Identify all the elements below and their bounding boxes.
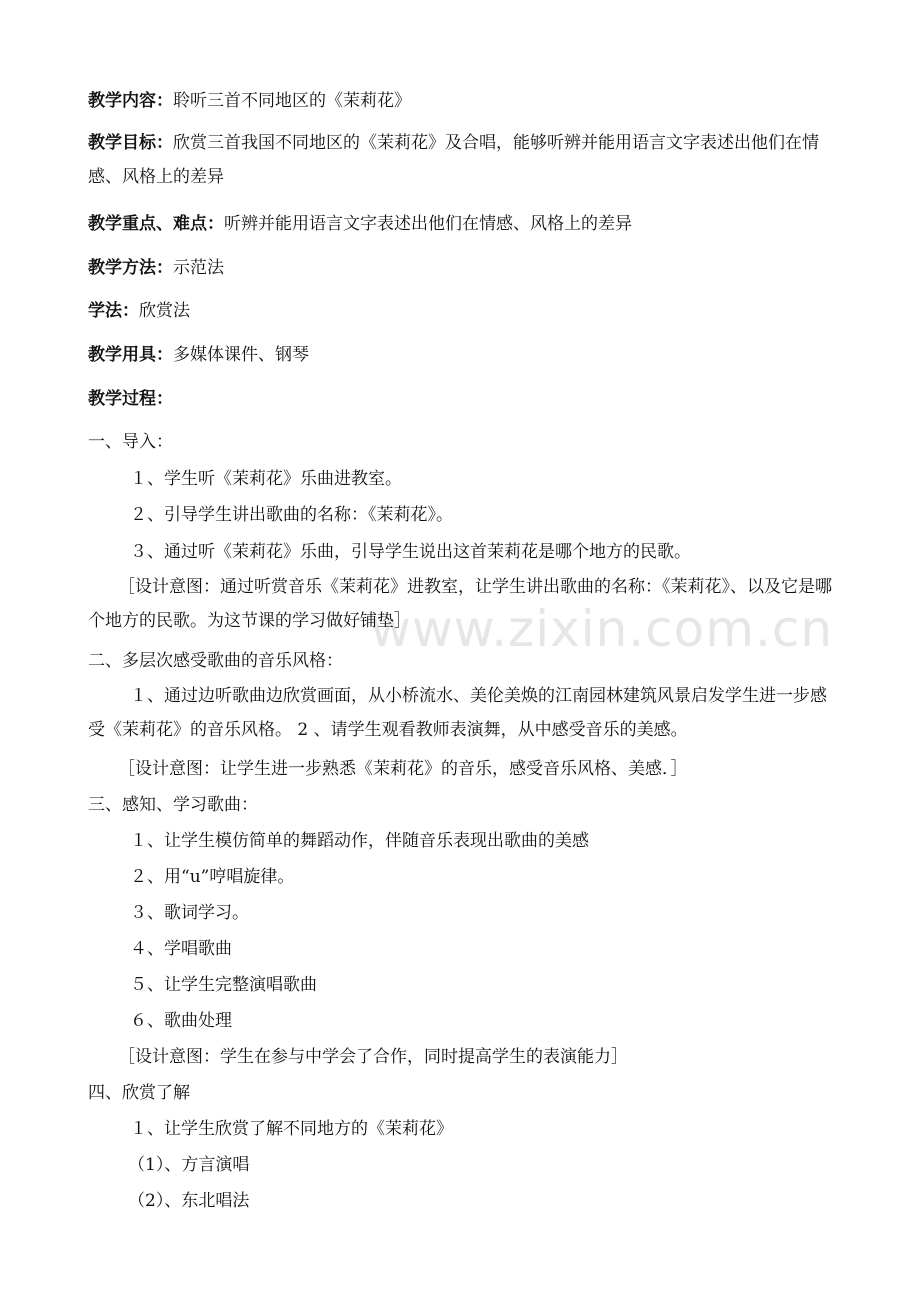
section-1-title: 一、导入：	[88, 432, 173, 452]
teaching-goal-value: 欣赏三首我国不同地区的《茉莉花》及合唱，能够听辨并能用语言文字表述出他们在情感、风格上的差异	[88, 133, 819, 187]
section-4-title: 四、欣赏了解	[88, 1083, 190, 1103]
section-1-item-1: １、学生听《茉莉花》乐曲进教室。	[130, 469, 402, 489]
section-2-para: １、通过边听歌曲边欣赏画面，从小桥流水、美伦美焕的江南园林建筑风景启发学生进一步感受《茉莉花》的音乐风格。 2 、请学生观看教师表演舞，从中感受音乐的美感。	[88, 686, 827, 740]
section-2-intent: ［设计意图：让学生进一步熟悉《茉莉花》的音乐，感受音乐风格、美感．］	[118, 759, 688, 779]
teaching-content-label: 教学内容：	[88, 91, 173, 111]
teaching-process-label: 教学过程：	[88, 389, 173, 409]
teaching-goal-line	[88, 126, 848, 194]
section-4-item-3: （2）、东北唱法	[128, 1191, 250, 1211]
section-1-intent: ［设计意图：通过听赏音乐《茉莉花》进教室，让学生讲出歌曲的名称：《茉莉花》、以及它是哪个地方的民歌。为这节课的学习做好铺垫］	[88, 577, 832, 631]
teaching-tools-line	[88, 345, 848, 365]
section-1-item-2: ２、引导学生讲出歌曲的名称：《茉莉花》。	[130, 505, 453, 525]
section-2-title: 二、多层次感受歌曲的音乐风格：	[88, 651, 343, 671]
study-method-label: 学法：	[88, 301, 139, 321]
section-3-item-6: ６、歌曲处理	[130, 1011, 232, 1031]
teaching-method-label: 教学方法：	[88, 258, 173, 278]
study-method-line	[88, 301, 848, 321]
teaching-goal-label: 教学目标：	[88, 133, 173, 153]
section-3-title: 三、感知、学习歌曲：	[88, 795, 258, 815]
teaching-content-value: 聆听三首不同地区的《茉莉花》	[173, 91, 411, 111]
teaching-key-line	[88, 214, 848, 234]
section-3-intent: ［设计意图：学生在参与中学会了合作，同时提高学生的表演能力］	[118, 1047, 628, 1067]
study-method-value: 欣赏法	[139, 301, 190, 321]
teaching-tools-value: 多媒体课件、钢琴	[173, 345, 309, 365]
teaching-method-line	[88, 258, 848, 278]
section-1-item-3: ３、通过听《茉莉花》乐曲，引导学生说出这首茉莉花是哪个地方的民歌。	[130, 542, 691, 562]
watermark: www.zixin.com.cn	[370, 600, 834, 658]
section-4-item-2: （1）、方言演唱	[128, 1155, 250, 1175]
section-3-item-5: ５、让学生完整演唱歌曲	[130, 975, 317, 995]
teaching-process-heading	[88, 389, 848, 409]
section-3-item-1: １、让学生模仿简单的舞蹈动作，伴随音乐表现出歌曲的美感	[130, 831, 589, 851]
teaching-key-value: 听辨并能用语言文字表述出他们在情感、风格上的差异	[224, 214, 632, 234]
section-3-item-3: ３、歌词学习。	[130, 903, 249, 923]
teaching-method-value: 示范法	[173, 258, 224, 278]
teaching-tools-label: 教学用具：	[88, 345, 173, 365]
section-3-item-2: ２、用“u”哼唱旋律。	[130, 867, 295, 887]
teaching-content-line	[88, 91, 848, 111]
teaching-key-label: 教学重点、难点：	[88, 214, 224, 234]
section-3-item-4: ４、学唱歌曲	[130, 939, 232, 959]
section-4-item-1: １、让学生欣赏了解不同地方的《茉莉花》	[130, 1119, 453, 1139]
